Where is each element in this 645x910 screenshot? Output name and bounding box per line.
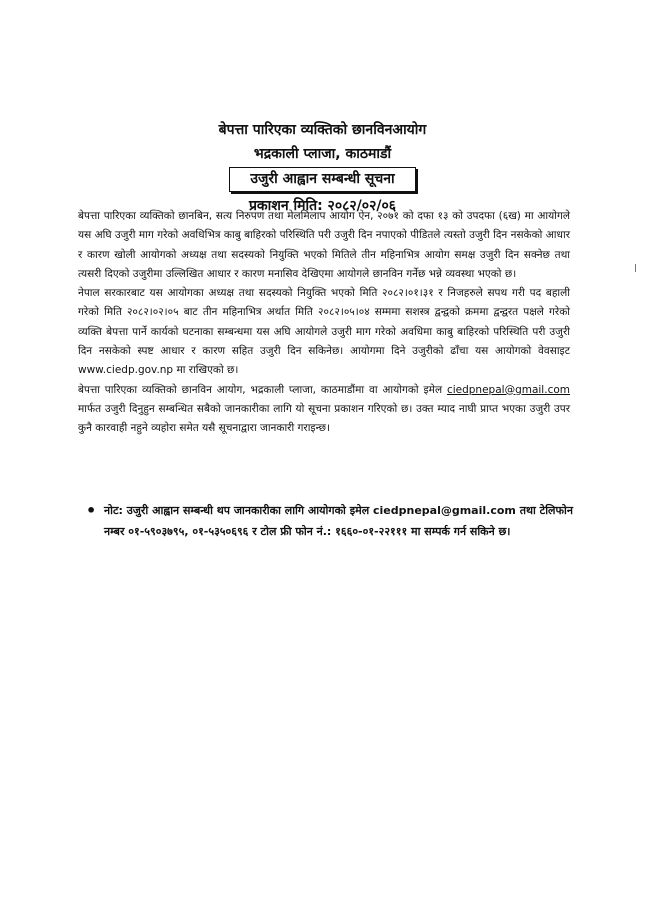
note-text: नोट: उजुरी आह्वान सम्बन्धी थप जानकारीका लागि आयोगको इमेल ciedpnepal@gmail.com तथा टेलिफोन नम्बर ०१-५९०३७९५, ०१-५३५०६९६ र टोल फ्री फोन नं.: १६६०-०१-२२१११ मा सम्पर्क गर्न सकिने छ। xyxy=(104,504,573,538)
body-paragraph-3 xyxy=(78,381,570,439)
publish-date: प्रकाशन मिति: २०८२/०२/०६ xyxy=(248,198,397,214)
scan-edge-mark xyxy=(635,264,636,272)
email-link[interactable]: ciedpnepal@gmail.com xyxy=(446,383,570,396)
document-header xyxy=(0,118,645,218)
body-paragraph-1: बेपत्ता पारिएका व्यक्तिको छानबिन, सत्य निरुपण तथा मेलमिलाप आयोग ऐन, २०७१ को दफा १३ को उपदफा (६ख) मा आयोगले यस अघि उजुरी माग गरेको अवधिभित्र काबु बाहिरको परिस्थिति परी उजुरी दिन नपाएको पीडितले त्यस्तो उजुरी दिन नसकेको आधार र कारण खोली आयोगको अध्यक्ष तथा सदस्यको नियुक्ति भएको मितिले तीन महिनाभित्र आयोग समक्ष उजुरी दिन सक्नेछ तथा त्यसरी दिएको उजुरीमा उल्लिखित आधार र कारण मनासिव देखिएमा आयोगले छानविन गर्नेछ भन्ने व्यवस्था भएको छ। xyxy=(78,210,570,280)
paragraph-3-rest: मार्फत उजुरी दिनुहुन सम्बन्धित सबैको जानकारीका लागि यो सूचना प्रकाशन गरिएको छ। उक्त म्याद नाघी प्राप्त भएका उजुरी उपर कुनै कारवाही नहुने व्यहोरा समेत यसै सूचनाद्वारा जानकारी गराइन्छ। xyxy=(78,402,570,435)
paragraph-3-intro: बेपत्ता पारिएका व्यक्तिको छानविन आयोग, भद्रकाली प्लाजा, काठमाडौंमा वा आयोगको इमेल xyxy=(78,383,447,396)
commission-address: भद्रकाली प्लाजा, काठमाडौं xyxy=(253,146,392,162)
commission-title: बेपत्ता पारिएका व्यक्तिको छानविनआयोग xyxy=(218,122,427,138)
bullet-icon: • xyxy=(86,501,97,520)
body-paragraph-2: नेपाल सरकारबाट यस आयोगका अध्यक्ष तथा सदस्यको नियुक्ति भएको मिति २०८२।०१।३१ र निजहरुले सपथ गरी पद बहाली गरेको मिति २०८२।०२।०५ बाट तीन महिनाभित्र अर्थात मिति २०८२।०५।०४ सम्ममा सशस्त्र द्वन्द्वको क्रममा द्वन्द्वरत पक्षले गरेको व्यक्ति बेपत्ता पार्ने कार्यको घटनाका सम्बन्धमा यस अघि आयोगले उजुरी माग गरेको अवधिमा काबु बाहिरको परिस्थिति परी उजुरी दिन नसकेको स्पष्ट आधार र कारण सहित उजुरी दिन सकिनेछ। आयोगमा दिने उजुरीको ढाँचा यस आयोगको वेवसाइट www.ciedp.gov.np मा राखिएको छ। xyxy=(78,287,570,377)
notice-body xyxy=(78,207,570,439)
notice-label-box: उजुरी आह्वान सम्बन्धी सूचना xyxy=(229,167,415,192)
contact-note xyxy=(86,500,576,542)
